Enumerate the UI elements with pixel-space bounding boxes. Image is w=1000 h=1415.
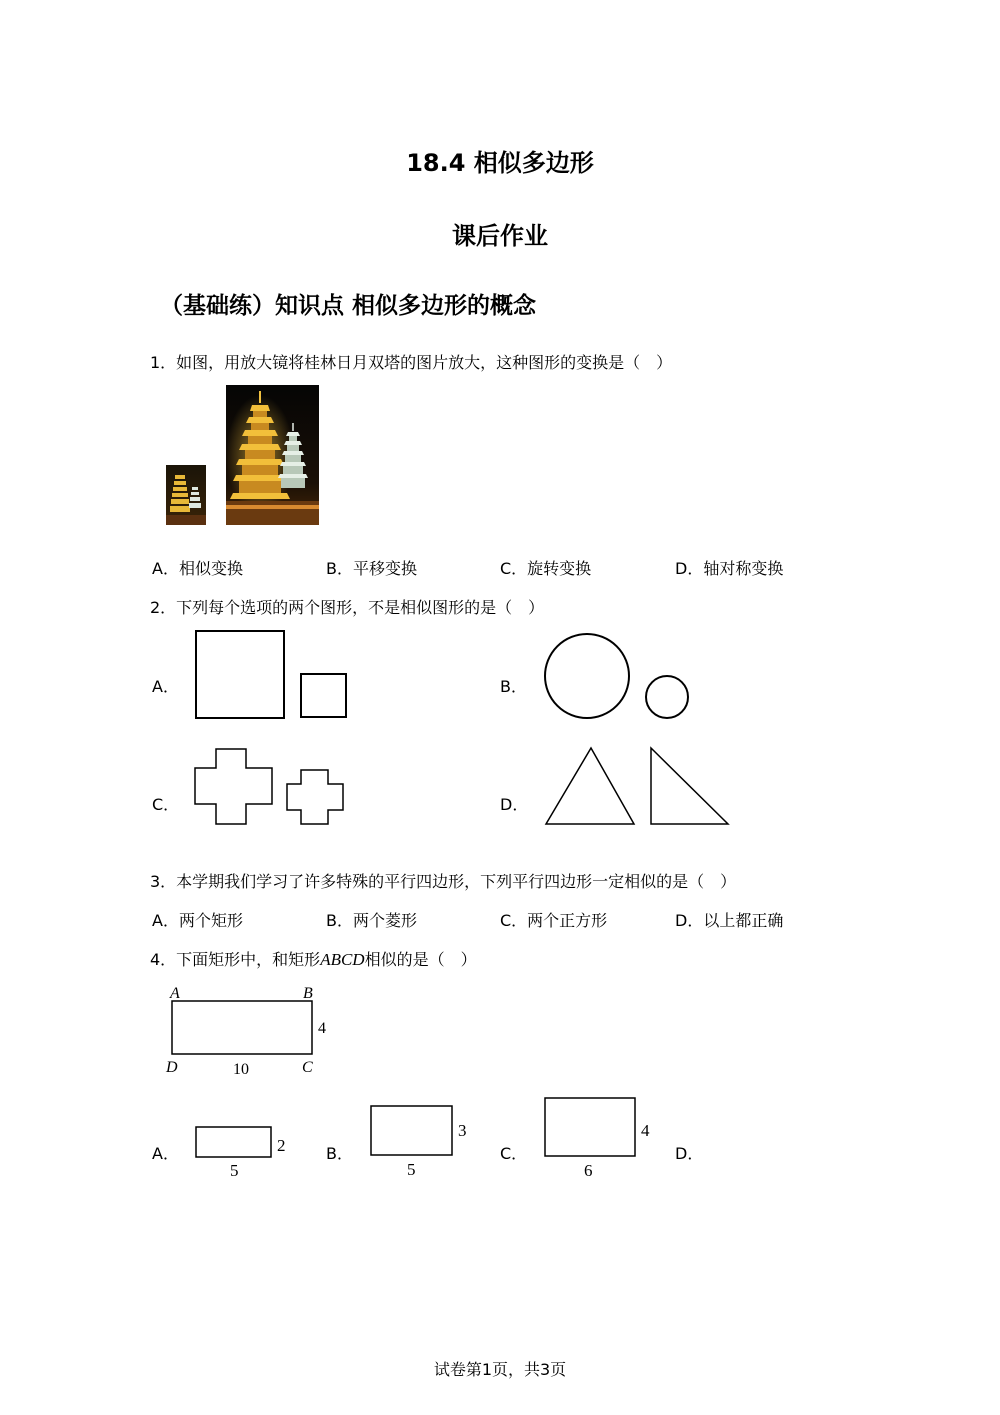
- vertex-b-label: B: [303, 985, 313, 1002]
- large-pagoda-photo: [226, 385, 319, 525]
- document-subtitle: 课后作业: [452, 222, 548, 250]
- q4-rect-name: ABCD: [320, 950, 365, 969]
- q1-option-d: D．轴对称变换: [675, 559, 784, 578]
- q4-label-a: A．: [152, 1144, 179, 1163]
- option-c-width-label: 6: [584, 1161, 593, 1180]
- q1-option-a: A．相似变换: [152, 559, 243, 578]
- main-rect-width-label: 10: [233, 1061, 249, 1078]
- question-1-text: 1．如图，用放大镜将桂林日月双塔的图片放大，这种图形的变换是（ ）: [150, 353, 673, 372]
- q4-text-after: 相似的是（ ）: [364, 950, 477, 969]
- page-footer: 试卷第1页，共3页: [433, 1360, 567, 1379]
- small-pagoda-photo: [166, 465, 206, 525]
- vertex-d-label: D: [166, 1059, 178, 1076]
- q4-label-c: C．: [500, 1144, 528, 1163]
- q2-label-c: C．: [152, 795, 180, 814]
- q3-option-a: A．两个矩形: [152, 911, 243, 930]
- option-b-width-label: 5: [407, 1160, 416, 1179]
- q4-label-d: D．: [675, 1144, 704, 1163]
- q2-label-d: D．: [500, 795, 529, 814]
- q1-option-c: C．旋转变换: [500, 559, 592, 578]
- question-3-text: 3．本学期我们学习了许多特殊的平行四边形，下列平行四边形一定相似的是（ ）: [150, 872, 737, 891]
- option-a-width-label: 5: [230, 1161, 239, 1180]
- q4-option-c-rectangle: [540, 1093, 660, 1183]
- option-c-height-label: 4: [641, 1121, 650, 1140]
- question-2-text: 2．下列每个选项的两个图形，不是相似图形的是（ ）: [150, 598, 545, 617]
- q2-label-b: B．: [500, 677, 527, 696]
- section-heading: （基础练）知识点 相似多边形的概念: [160, 293, 537, 319]
- q2-figure-d-triangles: [540, 744, 735, 830]
- document-title: 18.4 相似多边形: [406, 149, 594, 177]
- q4-option-a-rectangle: [190, 1122, 295, 1182]
- option-a-height-label: 2: [277, 1136, 286, 1155]
- main-rect-height-label: 4: [318, 1020, 326, 1037]
- q4-label-b: B．: [326, 1144, 353, 1163]
- q2-figure-b-circles: [540, 630, 700, 722]
- q3-option-d: D．以上都正确: [675, 911, 784, 930]
- q4-option-b-rectangle: [365, 1102, 475, 1182]
- q2-label-a: A．: [152, 677, 179, 696]
- q4-text-before: 4．下面矩形中，和矩形: [150, 950, 321, 969]
- q3-option-c: C．两个正方形: [500, 911, 608, 930]
- option-b-height-label: 3: [458, 1121, 467, 1140]
- q2-figure-c-crosses: [190, 744, 350, 830]
- q3-option-b: B．两个菱形: [326, 911, 417, 930]
- q2-figure-a-squares: [190, 625, 355, 725]
- question-4-text: [150, 947, 477, 970]
- q1-option-b: B．平移变换: [326, 559, 417, 578]
- vertex-a-label: A: [170, 985, 180, 1002]
- vertex-c-label: C: [302, 1059, 313, 1076]
- q4-main-rectangle-abcd: [160, 982, 340, 1082]
